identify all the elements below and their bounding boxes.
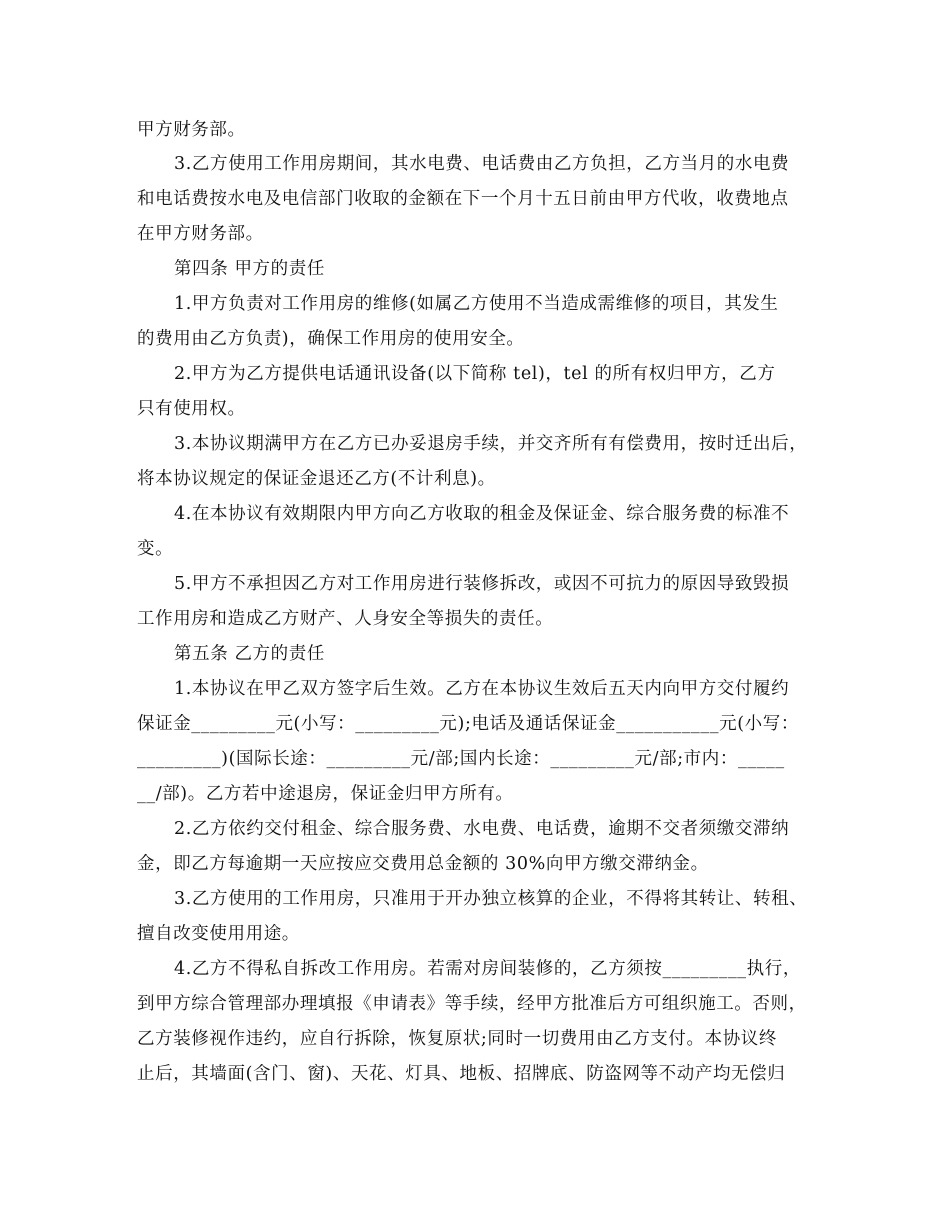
text-line: 甲方财务部。 [137, 120, 246, 140]
section-heading: 第五条 乙方的责任 [174, 644, 325, 664]
text-line: 擅自改变使用用途。 [137, 924, 300, 944]
text-line: 4.在本协议有效期限内甲方向乙方收取的租金及保证金、综合服务费的标准不 [174, 504, 790, 524]
text-line: 金，即乙方每逾期一天应按应交费用总金额的 30%向甲方缴交滞纳金。 [137, 854, 709, 874]
text-line: 工作用房和造成乙方财产、人身安全等损失的责任。 [137, 609, 554, 629]
text-line: 将本协议规定的保证金退还乙方(不计利息)。 [137, 469, 496, 489]
text-line: 5.甲方不承担因乙方对工作用房进行装修拆改，或因不可抗力的原因导致毁损 [174, 574, 790, 594]
text-line: 只有使用权。 [137, 399, 246, 419]
text-line: 和电话费按水电及电信部门收取的金额在下一个月十五日前由甲方代收，收费地点 [137, 189, 789, 209]
text-line: 到甲方综合管理部办理填报《申请表》等手续，经甲方批准后方可组织施工。否则， [137, 994, 807, 1014]
text-line: 1.甲方负责对工作用房的维修(如属乙方使用不当造成需维修的项目，其发生 [174, 294, 779, 314]
text-line: 的费用由乙方负责)，确保工作用房的使用安全。 [137, 329, 525, 349]
text-line: 在甲方财务部。 [137, 224, 264, 244]
text-line: 3.本协议期满甲方在乙方已办妥退房手续，并交齐所有有偿费用，按时迁出后， [174, 434, 808, 454]
text-line: 3.乙方使用工作用房期间，其水电费、电话费由乙方负担，乙方当月的水电费 [174, 154, 790, 174]
text-line: 止后，其墙面(含门、窗)、天花、灯具、地板、招牌底、防盗网等不动产均无偿归 [137, 1064, 786, 1084]
section-heading: 第四条 甲方的责任 [174, 259, 325, 279]
text-line: 1.本协议在甲乙双方签字后生效。乙方在本协议生效后五天内向甲方交付履约 [174, 679, 790, 699]
text-line: 4.乙方不得私自拆改工作用房。若需对房间装修的，乙方须按_________执行， [174, 959, 801, 979]
text-line: 乙方装修视作违约，应自行拆除，恢复原状;同时一切费用由乙方支付。本协议终 [137, 1029, 777, 1049]
text-line: 变。 [137, 539, 174, 559]
text-line: _________)(国际长途：_________元/部;国内长途：_________元/部;市内：_____ [137, 749, 785, 769]
text-line: 2.甲方为乙方提供电话通讯设备(以下简称 tel)，tel 的所有权归甲方，乙方 [174, 364, 776, 384]
text-line: 2.乙方依约交付租金、综合服务费、水电费、电话费，逾期不交者须缴交滞纳 [174, 819, 790, 839]
text-line: 保证金_________元(小写：_________元);电话及通话保证金___________元(小写： [137, 714, 799, 734]
text-line: 3.乙方使用的工作用房，只准用于开办独立核算的企业，不得将其转让、转租、 [174, 889, 808, 909]
text-line: __/部)。乙方若中途退房，保证金归甲方所有。 [137, 784, 514, 804]
